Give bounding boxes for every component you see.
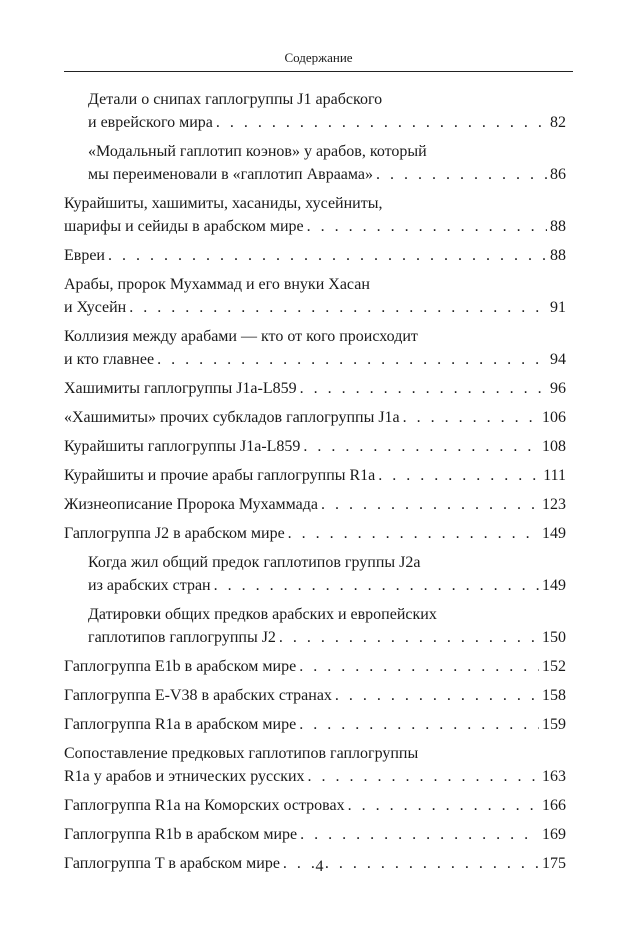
toc-entry <box>64 140 566 186</box>
toc-entry-title: Курайшиты и прочие арабы гаплогруппы R1a <box>64 467 376 484</box>
toc-entry-title: Гаплогруппа R1a в арабском мире <box>64 716 297 733</box>
toc-entry-title: Гаплогруппа T в арабском мире <box>64 855 280 872</box>
toc-entry-title: Гаплогруппа E1b в арабском мире <box>64 658 297 675</box>
toc-page-number: 91 <box>550 299 566 316</box>
toc-line <box>64 406 566 429</box>
toc-page-number: 166 <box>542 797 566 814</box>
dot-leader <box>299 655 539 678</box>
toc-entry-title: мы переименовали в «гаплотип Авраама» <box>88 166 374 183</box>
toc-line <box>64 111 566 134</box>
toc-line <box>64 684 566 707</box>
toc-line <box>64 603 566 626</box>
toc-entry <box>64 713 566 736</box>
dot-leader <box>300 377 547 400</box>
toc-page-number: 108 <box>542 438 566 455</box>
toc-entry-title: и Хусейн <box>64 299 127 316</box>
toc-entry <box>64 493 566 516</box>
dot-leader <box>214 574 539 597</box>
toc-entry <box>64 377 566 400</box>
dot-leader <box>307 215 547 238</box>
toc-entry <box>64 244 566 267</box>
toc-page-number: 123 <box>542 496 566 513</box>
toc-line <box>64 655 566 678</box>
toc-page-number: 149 <box>542 577 566 594</box>
toc-entry-title: Датировки общих предков арабских и европейских <box>88 606 437 623</box>
toc-page-number: 158 <box>542 687 566 704</box>
toc-entry-title: Хашимиты гаплогруппы J1a-L859 <box>64 380 297 397</box>
toc-entry <box>64 742 566 788</box>
toc-line <box>64 742 566 765</box>
dot-leader <box>108 244 547 267</box>
toc-page-number: 86 <box>550 166 566 183</box>
toc-line <box>64 713 566 736</box>
dot-leader <box>129 296 547 319</box>
toc-line <box>64 823 566 846</box>
toc-entry-title: Курайшиты, хашимиты, хасаниды, хусейниты, <box>64 195 383 212</box>
toc-line <box>64 192 566 215</box>
toc-line <box>64 551 566 574</box>
toc-entry-title: Когда жил общий предок гаплотипов группы J2a <box>88 554 421 571</box>
toc-entry-title: Гаплогруппа R1b в арабском мире <box>64 826 298 843</box>
dot-leader <box>216 111 547 134</box>
toc-line <box>64 140 566 163</box>
toc-entry-title: Евреи <box>64 247 105 264</box>
toc-page-number: 106 <box>542 409 566 426</box>
toc-line <box>64 765 566 788</box>
toc-line <box>64 435 566 458</box>
dot-leader <box>335 684 539 707</box>
toc-entry <box>64 88 566 134</box>
page-number: 4 <box>315 858 324 875</box>
toc-entry-title: Гаплогруппа J2 в арабском мире <box>64 525 285 542</box>
toc-page-number: 96 <box>550 380 566 397</box>
toc-page-number: 163 <box>542 768 566 785</box>
dot-leader <box>308 765 539 788</box>
toc-entry-title: и кто главнее <box>64 351 155 368</box>
dot-leader <box>376 163 547 186</box>
toc-entry <box>64 551 566 597</box>
toc-line <box>64 794 566 817</box>
toc-line <box>64 244 566 267</box>
toc-entry-title: R1a у арабов и этнических русских <box>64 768 305 785</box>
toc-entry-title: Гаплогруппа R1a на Коморских островах <box>64 797 345 814</box>
toc-page-number: 94 <box>550 351 566 368</box>
toc-entry <box>64 823 566 846</box>
toc-line <box>64 296 566 319</box>
toc-line <box>64 626 566 649</box>
toc-page-number: 150 <box>542 629 566 646</box>
header-rule <box>64 71 573 72</box>
toc-entry <box>64 655 566 678</box>
toc-entry-title: Детали о снипах гаплогруппы J1 арабского <box>88 91 383 108</box>
dot-leader <box>288 522 539 545</box>
toc-line <box>64 348 566 371</box>
toc-entry-title: Курайшиты гаплогруппы J1a-L859 <box>64 438 301 455</box>
toc-entry-title: «Модальный гаплотип коэнов» у арабов, который <box>88 143 427 160</box>
toc-entry-title: и еврейского мира <box>88 114 213 131</box>
toc-page-number: 159 <box>542 716 566 733</box>
toc-line <box>64 215 566 238</box>
toc-line <box>64 88 566 111</box>
toc-page-number: 111 <box>543 467 566 484</box>
toc-line <box>64 325 566 348</box>
toc-line <box>64 493 566 516</box>
toc-page-number: 82 <box>550 114 566 131</box>
toc-page-number: 169 <box>542 826 566 843</box>
toc-page-number: 175 <box>542 855 566 872</box>
dot-leader <box>303 435 539 458</box>
toc-entry-title: «Хашимиты» прочих субкладов гаплогруппы J1a <box>64 409 400 426</box>
table-of-contents <box>64 88 566 875</box>
toc-entry <box>64 522 566 545</box>
toc-entry <box>64 406 566 429</box>
dot-leader <box>300 823 539 846</box>
toc-page-number: 88 <box>550 247 566 264</box>
toc-entry-title: из арабских стран <box>88 577 211 594</box>
toc-entry <box>64 325 566 371</box>
toc-line <box>64 464 566 487</box>
toc-entry-title: Сопоставление предковых гаплотипов гаплогруппы <box>64 745 419 762</box>
toc-entry-title: Гаплогруппа E-V38 в арабских странах <box>64 687 332 704</box>
toc-entry <box>64 464 566 487</box>
toc-entry-title: Жизнеописание Пророка Мухаммада <box>64 496 319 513</box>
toc-line <box>64 163 566 186</box>
toc-line <box>64 377 566 400</box>
toc-entry-title: Коллизия между арабами — кто от кого происходит <box>64 328 418 345</box>
dot-leader <box>321 493 539 516</box>
toc-entry <box>64 684 566 707</box>
dot-leader <box>157 348 547 371</box>
dot-leader <box>403 406 539 429</box>
toc-line <box>64 273 566 296</box>
dot-leader <box>279 626 539 649</box>
dot-leader <box>299 713 539 736</box>
running-header: Содержание <box>284 50 353 65</box>
toc-entry <box>64 435 566 458</box>
toc-entry-title: шарифы и сейиды в арабском мире <box>64 218 304 235</box>
toc-page-number: 152 <box>542 658 566 675</box>
toc-line <box>64 574 566 597</box>
toc-entry <box>64 603 566 649</box>
dot-leader <box>378 464 540 487</box>
toc-page-number: 149 <box>542 525 566 542</box>
toc-line <box>64 522 566 545</box>
toc-entry <box>64 794 566 817</box>
dot-leader <box>348 794 539 817</box>
toc-entry-title: гаплотипов гаплогруппы J2 <box>88 629 276 646</box>
toc-entry <box>64 192 566 238</box>
toc-page-number: 88 <box>550 218 566 235</box>
toc-entry-title: Арабы, пророк Мухаммад и его внуки Хасан <box>64 276 370 293</box>
toc-entry <box>64 273 566 319</box>
